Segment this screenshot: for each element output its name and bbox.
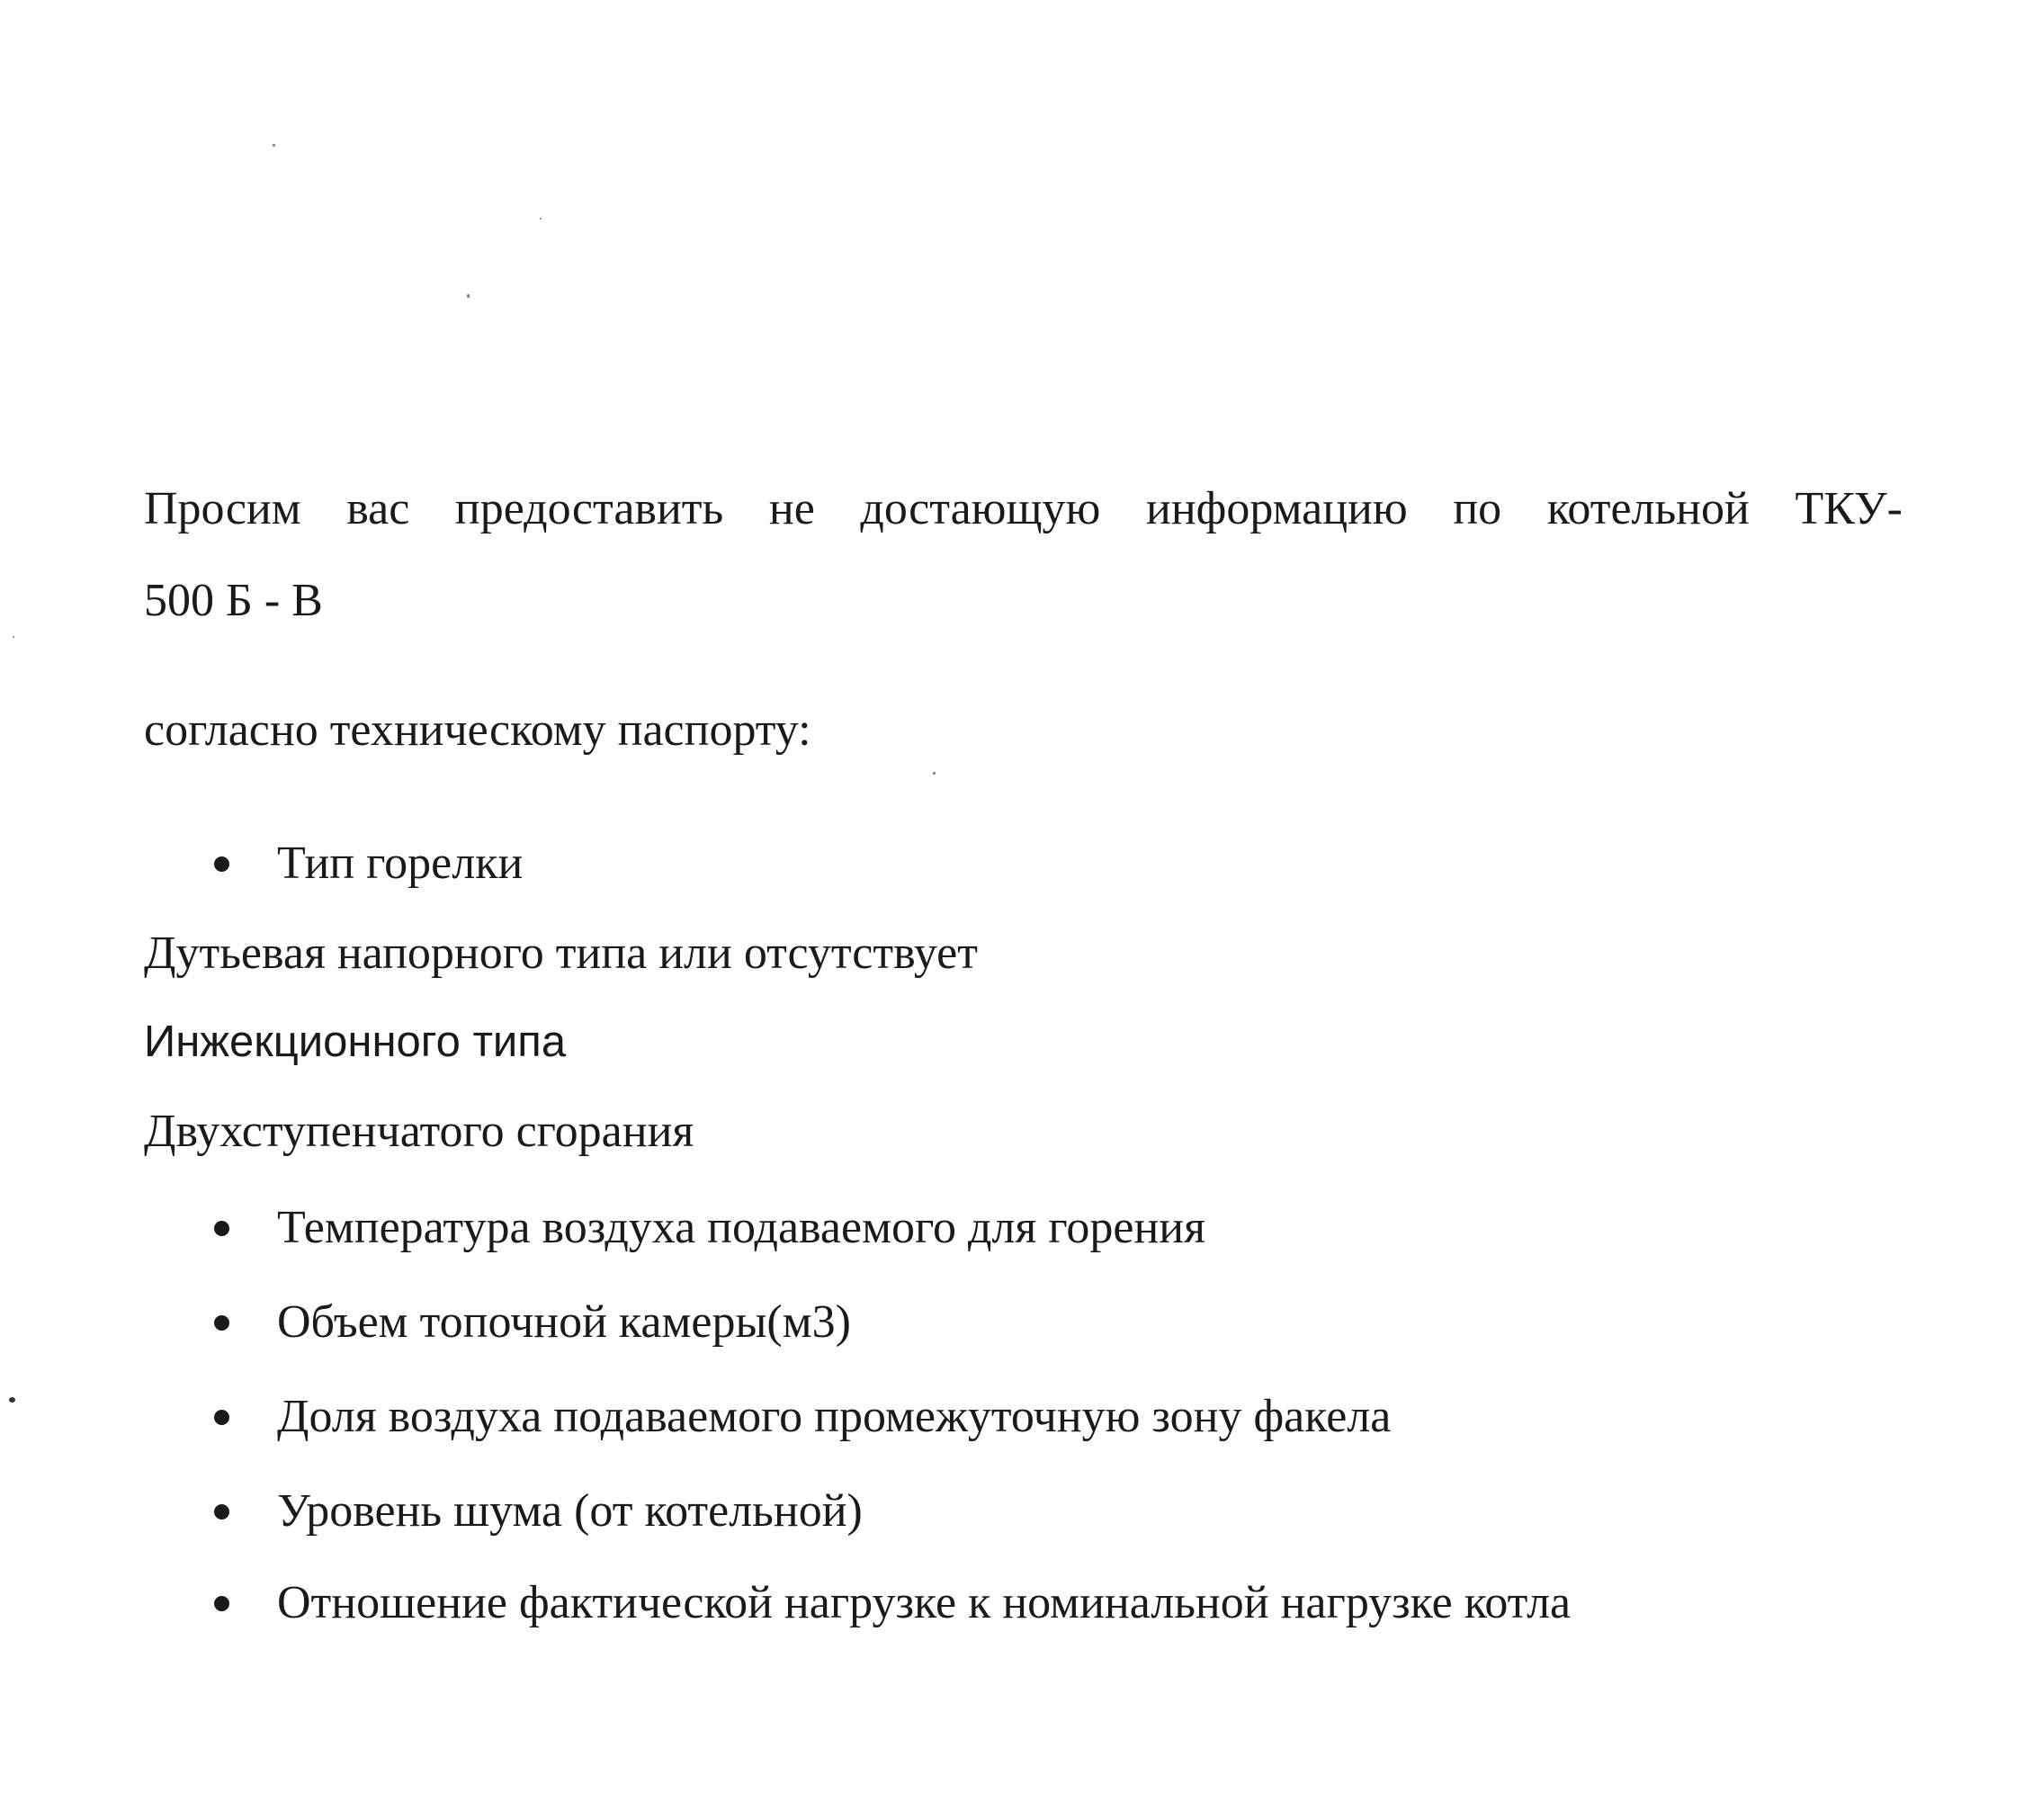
scan-speck xyxy=(273,144,275,147)
scan-speck xyxy=(540,218,542,220)
bullet-text: Температура воздуха подаваемого для горения xyxy=(277,1202,1206,1253)
bullet-dot-icon xyxy=(214,1504,229,1520)
intro-line-1: Просим вас предоставить не достающую информацию по котельной ТКУ- xyxy=(144,483,1903,534)
bullet-dot-icon xyxy=(214,1596,229,1611)
burner-option-injection: Инжекционного типа xyxy=(144,1018,567,1066)
scan-speck xyxy=(933,772,936,775)
scan-speck xyxy=(467,294,470,298)
bullet-text: Объем топочной камеры(м3) xyxy=(277,1296,851,1348)
scan-speck xyxy=(9,1397,15,1403)
intro-line-3: согласно техническому паспорту: xyxy=(144,704,811,756)
scan-speck xyxy=(13,636,14,638)
bullet-text: Тип горелки xyxy=(277,838,524,889)
bullet-dot-icon xyxy=(214,1221,229,1236)
bullet-dot-icon xyxy=(214,1410,229,1425)
bullet-text: Уровень шума (от котельной) xyxy=(277,1485,863,1537)
bullet-text: Отношение фактической нагрузке к номинальной нагрузке котла xyxy=(277,1577,1572,1628)
burner-option-two-stage: Двухступенчатого сгорания xyxy=(144,1106,694,1157)
burner-option-blowing: Дутьевая напорного типа или отсутствует xyxy=(144,928,978,979)
bullet-text: Доля воздуха подаваемого промежуточную зону факела xyxy=(277,1391,1392,1442)
bullet-dot-icon xyxy=(214,1315,229,1331)
intro-line-2: 500 Б - В xyxy=(144,575,323,626)
bullet-dot-icon xyxy=(214,856,229,872)
